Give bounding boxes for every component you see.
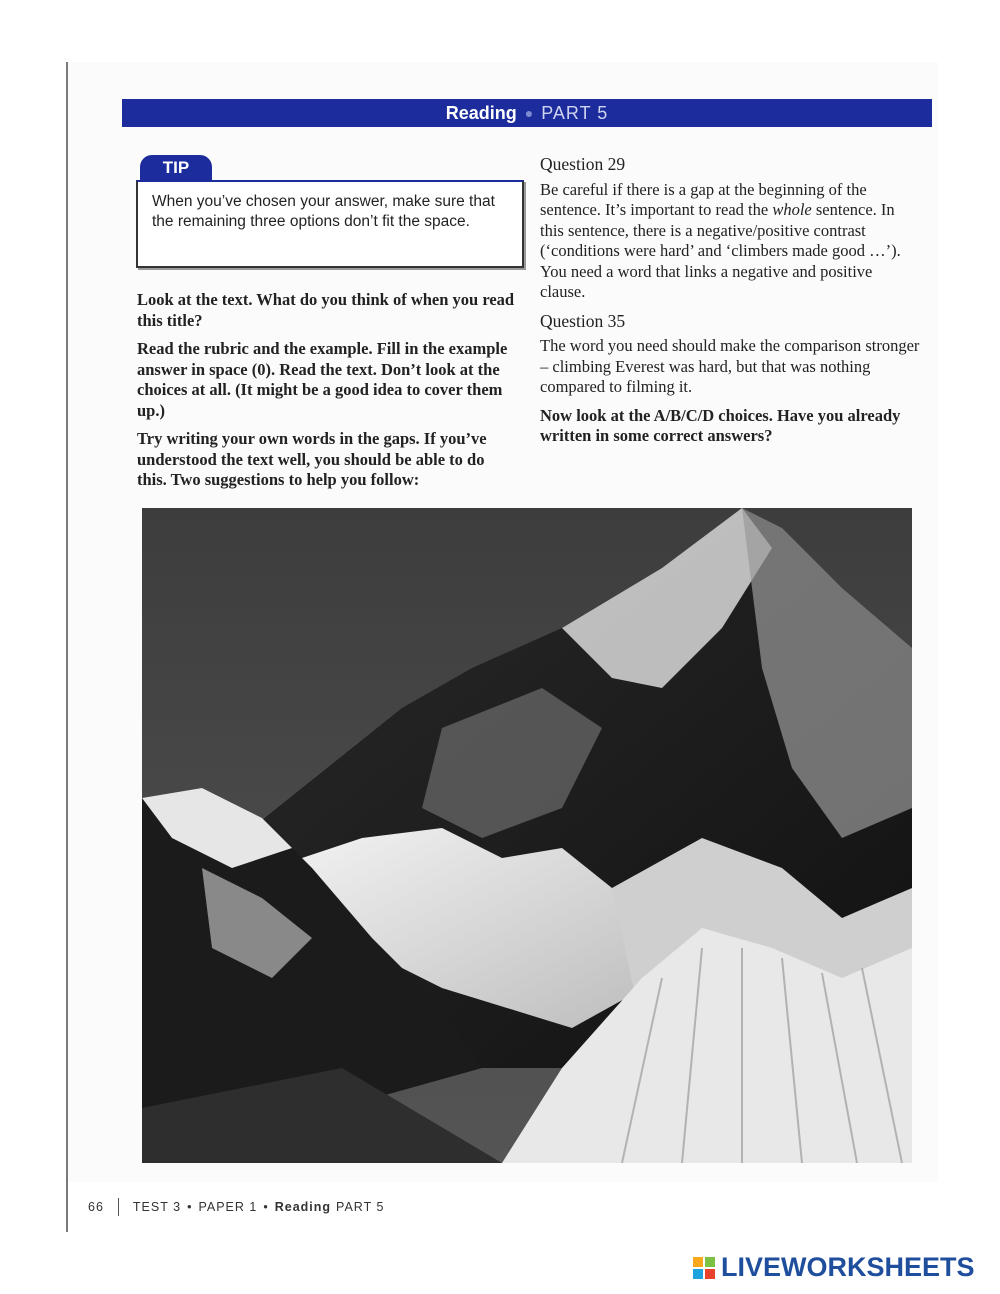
right-column (540, 154, 920, 455)
page-footer (88, 1198, 384, 1216)
header-part: PART 5 (541, 102, 609, 123)
footer-bullet: • (187, 1200, 193, 1214)
brand-grid-icon (693, 1257, 715, 1279)
q29-text-end: sentence. In this sentence, there is a negative/positive contrast (‘conditions were hard’ and ‘climbers made good …’). You need a word that links a negative and positive clause. (540, 200, 901, 301)
footer-paper: PAPER 1 (198, 1200, 258, 1214)
footer-reading: Reading (274, 1200, 332, 1214)
footer-test: TEST 3 (132, 1200, 182, 1214)
instruction-try: Try writing your own words in the gaps. If you’ve understood the text well, you should be able to do this. Two suggestions to help you follow: (137, 429, 487, 489)
section-header (122, 99, 932, 127)
page-number: 66 (88, 1200, 104, 1214)
footer-part: PART 5 (336, 1200, 385, 1214)
footer-divider (118, 1198, 119, 1216)
footer-bullet: • (263, 1200, 269, 1214)
q29-emphasis: whole (772, 200, 812, 219)
tip-text: When you’ve chosen your answer, make sure that the remaining three options don’t fit the space. (152, 193, 495, 230)
left-column (137, 290, 517, 499)
question-29-heading: Question 29 (540, 154, 626, 174)
instruction-look: Look at the text. What do you think of when you read this title? (137, 290, 515, 330)
question-35-heading: Question 35 (540, 310, 626, 331)
closing-instruction: Now look at the A/B/C/D choices. Have you already written in some correct answers? (540, 405, 901, 445)
question-35-text: The word you need should make the comparison stronger – climbing Everest was hard, but that was nothing compared to filming it. (540, 336, 920, 396)
question-29-text (540, 180, 920, 303)
mountain-image (142, 508, 912, 1163)
mountain-photo (142, 508, 912, 1163)
tip-label: TIP (140, 155, 212, 181)
liveworksheets-logo[interactable] (693, 1252, 975, 1283)
instruction-read: Read the rubric and the example. Fill in the example answer in space (0). Read the text. Don’t look at the choices at all. (It might be a good idea to cover them up.) (137, 339, 508, 420)
header-bullet: ● (524, 105, 534, 121)
q29-text-start: Be careful if there is a gap at the beginning of the sentence. It’s important to read the (540, 179, 867, 219)
brand-name: LIVEWORKSHEETS (721, 1252, 975, 1282)
page-edge-rule (66, 62, 68, 1232)
tip-box (136, 180, 524, 268)
header-section: Reading (445, 102, 517, 123)
